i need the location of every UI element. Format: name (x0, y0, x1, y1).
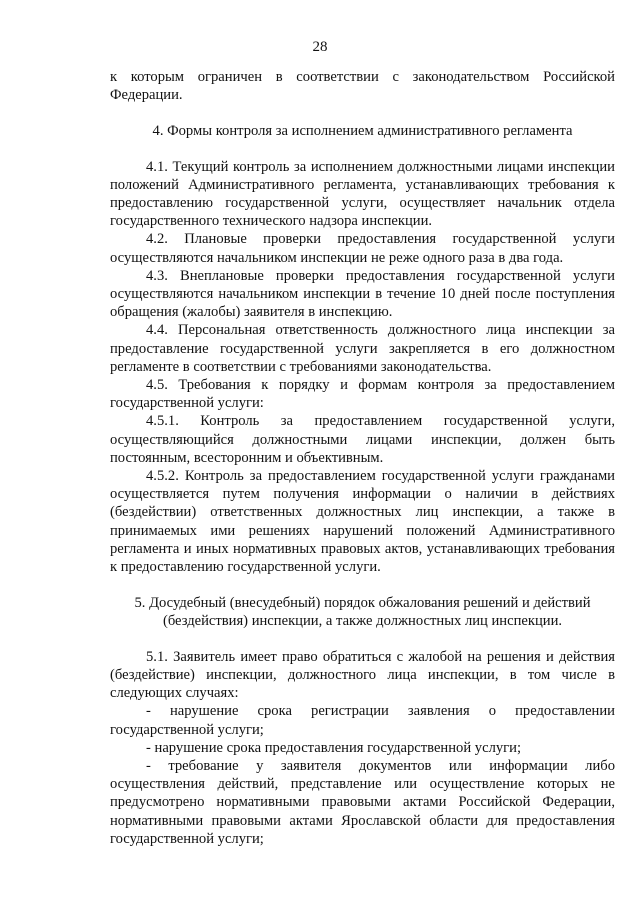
paragraph-4-1: 4.1. Текущий контроль за исполнением должностными лицами инспекции положений Административного регламента, устанавливающих требования к предоставлению государственной услуги, осуществляет начальник отдела государственного технического надзора инспекции. (110, 158, 615, 230)
paragraph-4-5-2: 4.5.2. Контроль за предоставлением государственной услуги гражданами осуществляется путем получения информации о наличии в действиях (бездействии) ответственных должностных лиц инспекции, а также в принимаемых ими решениях нарушений положений Административного регламента и иных нормативных правовых актов, устанавливающих требования к предоставлению государственной услуги. (110, 468, 615, 576)
section-heading-5: 5. Досудебный (внесудебный) порядок обжалования решений и действий (бездействия) инспекции, а также должностных лиц инспекции. (134, 595, 591, 630)
paragraph-5-1: 5.1. Заявитель имеет право обратиться с жалобой на решения и действия (бездействие) инспекции, должностного лица инспекции, в том числе в следующих случаях: (110, 648, 615, 702)
section-heading-4: 4. Формы контроля за исполнением административного регламента (152, 123, 573, 140)
document-body (110, 68, 615, 848)
list-item-registration-violation: - нарушение срока регистрации заявления о предоставлении государственной услуги; (110, 703, 615, 738)
paragraph-4-4: 4.4. Персональная ответственность должностного лица инспекции за предоставление государственной услуги закрепляется в его должностном регламенте в соответствии с требованиями законодательства. (110, 322, 615, 375)
page-number: 28 (312, 39, 328, 55)
paragraph-continuation: к которым ограничен в соответствии с законодательством Российской Федерации. (110, 69, 615, 104)
paragraph-4-5: 4.5. Требования к порядку и формам контроля за предоставлением государственной услуги: (110, 377, 615, 412)
list-item-term-violation: - нарушение срока предоставления государственной услуги; (146, 739, 522, 756)
paragraph-4-2: 4.2. Плановые проверки предоставления государственной услуги осуществляются начальником инспекции не реже одного раза в два года. (110, 231, 615, 266)
paragraph-4-3: 4.3. Внеплановые проверки предоставления государственной услуги осуществляются начальником инспекции в течение 10 дней после поступления обращения (жалобы) заявителя в инспекцию. (110, 267, 615, 321)
paragraph-4-5-1: 4.5.1. Контроль за предоставлением государственной услуги, осуществляющийся должностными лицами инспекции, должен быть постоянным, всесторонним и объективным. (110, 413, 615, 466)
list-item-document-requirement: - требование у заявителя документов или информации либо осуществления действий, представление или осуществление которых не предусмотрено нормативными правовыми актами Российской Федерации, нормативными правовыми актами Ярославской области для предоставления государственной услуги; (110, 757, 615, 847)
